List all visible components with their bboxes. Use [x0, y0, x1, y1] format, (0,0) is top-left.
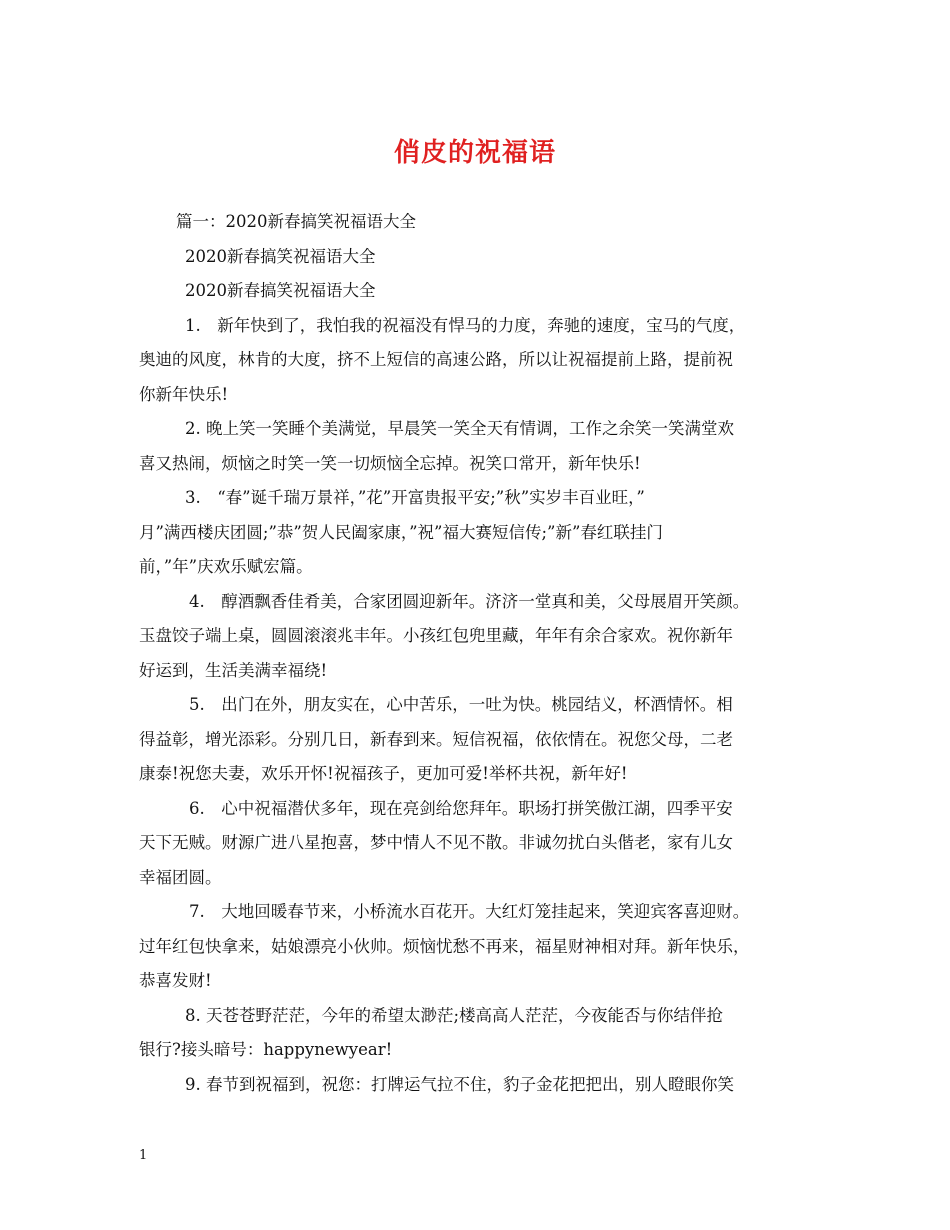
paragraph-line: 8. 天苍苍野茫茫，今年的希望太渺茫;楼高高人茫茫，今夜能否与你结伴抢 — [185, 1005, 724, 1025]
paragraph-line: 7. 大地回暖春节来，小桥流水百花开。大红灯笼挂起来，笑迎宾客喜迎财。 — [189, 902, 750, 921]
paragraph-line: 银行?接头暗号：happynewyear! — [139, 1040, 393, 1059]
paragraph-line: 过年红包快拿来，姑娘漂亮小伙帅。烦恼忧愁不再来，福星财神相对拜。新年快乐， — [139, 936, 750, 956]
paragraph-line: 你新年快乐! — [139, 384, 229, 404]
paragraph-line: 好运到，生活美满幸福绕! — [139, 660, 328, 680]
paragraph-line: 5. 出门在外，朋友实在，心中苦乐，一吐为快。桃园结义，杯酒情怀。相 — [189, 695, 733, 714]
paragraph-line: 月”满西楼庆团圆;”恭”贺人民阖家康，”祝”福大赛短信传;”新”春红联挂门 — [139, 522, 663, 542]
paragraph-line: 3. “春”诞千瑞万景祥，”花”开富贵报平安;”秋”实岁丰百业旺，” — [185, 488, 645, 507]
paragraph-line: 前，”年”庆欢乐赋宏篇。 — [139, 557, 313, 576]
paragraph-line: 天下无贼。财源广进八星抱喜，梦中情人不见不散。非诚勿扰白头偕老，家有儿女 — [139, 833, 733, 852]
paragraph-line: 2. 晚上笑一笑睡个美满觉，早晨笑一笑全天有情调，工作之余笑一笑满堂欢 — [185, 419, 734, 438]
paragraph-line: 得益彰，增光添彩。分别几日，新春到来。短信祝福，依依情在。祝您父母，二老 — [139, 729, 733, 749]
paragraph-line: 1. 新年快到了，我怕我的祝福没有悍马的力度，奔驰的速度，宝马的气度， — [185, 315, 746, 335]
paragraph-line: 6. 心中祝福潜伏多年，现在亮剑给您拜年。职场打拼笑傲江湖，四季平安 — [189, 798, 733, 818]
document-body — [139, 205, 829, 1102]
paragraph-line: 奥迪的风度，林肯的大度，挤不上短信的高速公路，所以让祝福提前上路，提前祝 — [139, 350, 733, 369]
paragraph-line: 9. 春节到祝福到，祝您：打牌运气拉不住，豹子金花把把出，别人瞪眼你笑 — [185, 1074, 734, 1094]
subheading: 2020新春搞笑祝福语大全 — [185, 281, 376, 300]
paragraph-line: 喜又热闹，烦恼之时笑一笑一切烦恼全忘掉。祝笑口常开，新年快乐! — [139, 453, 641, 473]
page-number: 1 — [139, 1148, 148, 1163]
subheading: 2020新春搞笑祝福语大全 — [185, 246, 376, 266]
paragraph-line: 幸福团圆。 — [139, 867, 222, 887]
paragraph-line: 4. 醇酒飘香佳肴美，合家团圆迎新年。济济一堂真和美，父母展眉开笑颜。 — [189, 591, 750, 611]
paragraph-line: 玉盘饺子端上桌，圆圆滚滚兆丰年。小孩红包兜里藏，年年有余合家欢。祝你新年 — [139, 626, 733, 645]
paragraph-line: 恭喜发财! — [139, 971, 212, 990]
document-title: 俏皮的祝福语 — [393, 138, 556, 168]
section-heading: 篇一：2020新春搞笑祝福语大全 — [176, 212, 416, 231]
paragraph-line: 康泰!祝您夫妻，欢乐开怀!祝福孩子，更加可爱!举杯共祝，新年好! — [139, 764, 628, 783]
